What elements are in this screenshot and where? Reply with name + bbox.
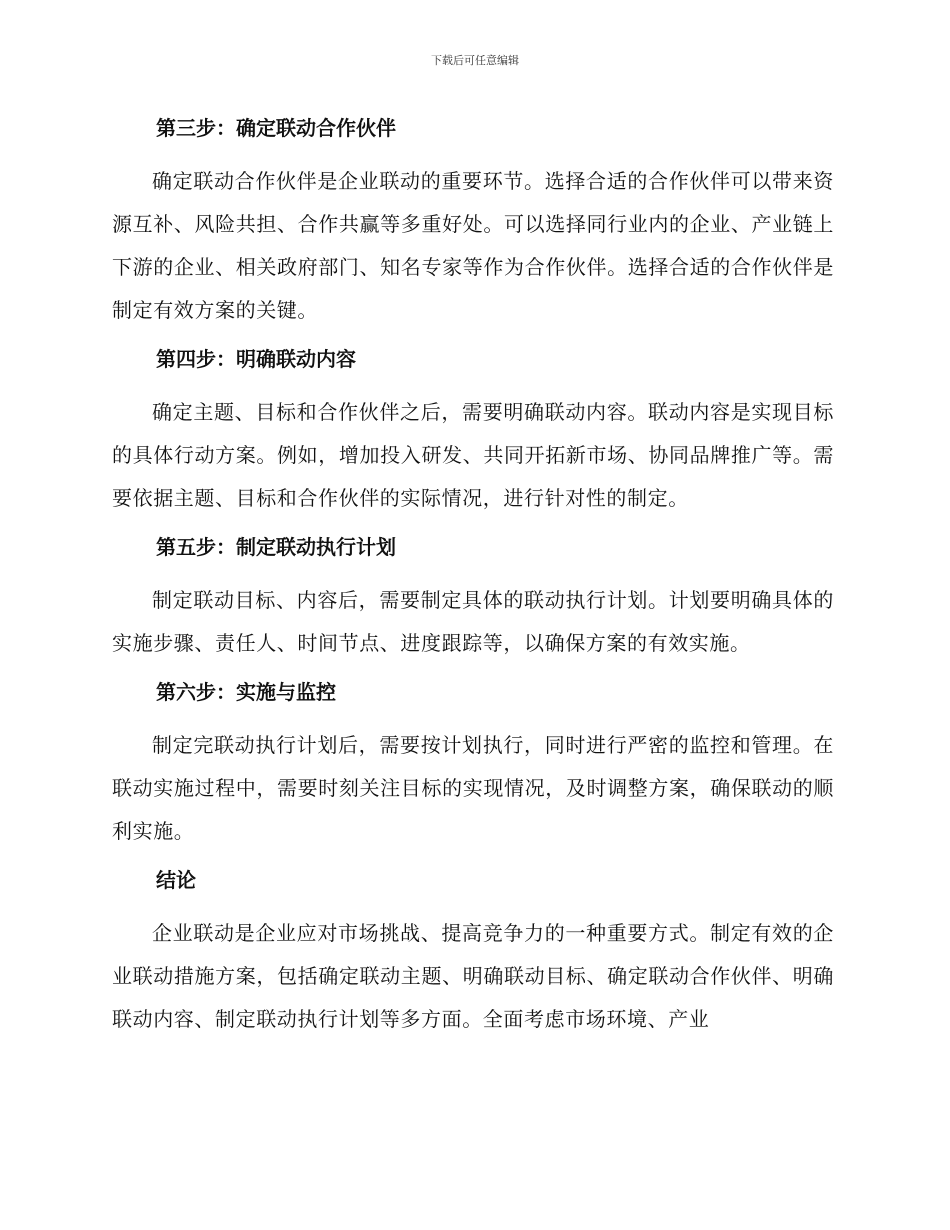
section-paragraph: 确定主题、目标和合作伙伴之后，需要明确联动内容。联动内容是实现目标的具体行动方案。例如，增加投入研发、共同开拓新市场、协同品牌推广等。需要依据主题、目标和合作伙伴的实际情况，进行针对性的制定。 — [112, 400, 834, 510]
section-paragraph: 制定联动目标、内容后，需要制定具体的联动执行计划。计划要明确具体的实施步骤、责任人、时间节点、进度跟踪等，以确保方案的有效实施。 — [112, 588, 834, 655]
section-heading: 第五步：制定联动执行计划 — [156, 535, 396, 559]
section-heading: 第四步：明确联动内容 — [156, 347, 356, 371]
section-heading: 结论 — [156, 868, 196, 892]
section-step-6 — [112, 672, 834, 860]
section-paragraph: 制定完联动执行计划后，需要按计划执行，同时进行严密的监控和管理。在联动实施过程中，需要时刻关注目标的实现情况，及时调整方案，确保联动的顺利实施。 — [112, 733, 834, 843]
section-paragraph: 确定联动合作伙伴是企业联动的重要环节。选择合适的合作伙伴可以带来资源互补、风险共担、合作共赢等多重好处。可以选择同行业内的企业、产业链上下游的企业、相关政府部门、知名专家等作为合作伙伴。选择合适的合作伙伴是制定有效方案的关键。 — [112, 169, 834, 322]
section-heading: 第六步：实施与监控 — [156, 680, 336, 704]
document-body — [112, 108, 834, 1041]
section-paragraph: 企业联动是企业应对市场挑战、提高竞争力的一种重要方式。制定有效的企业联动措施方案，包括确定联动主题、明确联动目标、确定联动合作伙伴、明确联动内容、制定联动执行计划等多方面。全面考虑市场环境、产业 — [112, 921, 834, 1031]
header-note: 下载后可任意编辑 — [431, 54, 519, 67]
section-step-3 — [112, 108, 834, 339]
section-heading: 第三步：确定联动合作伙伴 — [156, 116, 396, 140]
section-conclusion — [112, 860, 834, 1041]
section-step-4 — [112, 339, 834, 527]
section-step-5 — [112, 527, 834, 672]
